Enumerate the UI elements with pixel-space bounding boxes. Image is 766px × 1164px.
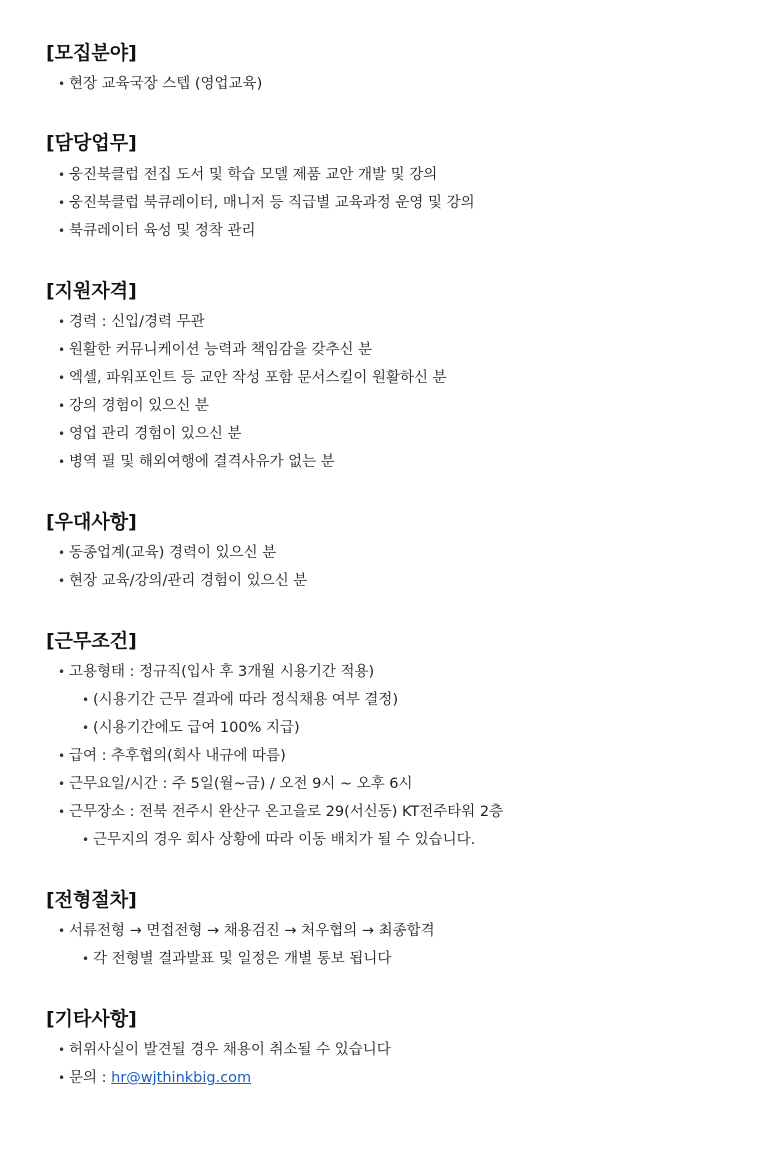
section-heading: [근무조건] xyxy=(46,630,137,652)
list-item: • 강의 경험이 있으신 분 xyxy=(58,398,209,414)
section-heading: [기타사항] xyxy=(46,1008,137,1030)
list-item: • 북큐레이터 육성 및 정착 관리 xyxy=(58,223,256,239)
list-item: • 급여 : 추후협의(회사 내규에 따름) xyxy=(58,748,286,764)
list-item: • 웅진북클럽 전집 도서 및 학습 모델 제품 교안 개발 및 강의 xyxy=(58,167,438,183)
list-item: • 영업 관리 경험이 있으신 분 xyxy=(58,426,242,442)
sub-list-item: • (시용기간에도 급여 100% 지급) xyxy=(82,720,300,736)
section-heading: [우대사항] xyxy=(46,511,137,533)
section-heading: [담당업무] xyxy=(46,132,137,154)
list-item: • 서류전형 → 면접전형 → 채용검진 → 처우협의 → 최종합격 xyxy=(58,923,435,939)
list-item: • 원활한 커뮤니케이션 능력과 책임감을 갖추신 분 xyxy=(58,342,373,358)
list-item: • 허위사실이 발견될 경우 채용이 취소될 수 있습니다 xyxy=(58,1042,391,1058)
list-item: • 현장 교육/강의/관리 경험이 있으신 분 xyxy=(58,573,308,589)
sub-list-item: • 근무지의 경우 회사 상황에 따라 이동 배치가 될 수 있습니다. xyxy=(82,832,476,848)
sub-list-item: • 각 전형별 결과발표 및 일정은 개별 통보 됩니다 xyxy=(82,951,392,967)
list-item: • 문의 : hr@wjthinkbig.com xyxy=(58,1070,252,1086)
section-heading: [지원자격] xyxy=(46,280,137,302)
list-item: • 근무장소 : 전북 전주시 완산구 온고을로 29(서신동) KT전주타워 2층 xyxy=(58,804,504,820)
list-item: • 근무요일/시간 : 주 5일(월~금) / 오전 9시 ~ 오후 6시 xyxy=(58,776,413,792)
list-item: • 엑셀, 파워포인트 등 교안 작성 포함 문서스킬이 원활하신 분 xyxy=(58,370,447,386)
list-item: • 고용형태 : 정규직(입사 후 3개월 시용기간 적용) xyxy=(58,664,375,680)
contact-email-link[interactable]: hr@wjthinkbig.com xyxy=(111,1070,252,1086)
list-item: • 동종업계(교육) 경력이 있으신 분 xyxy=(58,545,277,561)
list-item: • 현장 교육국장 스텝 (영업교육) xyxy=(58,76,263,92)
list-item: • 병역 필 및 해외여행에 결격사유가 없는 분 xyxy=(58,454,335,470)
list-item: • 웅진북클럽 북큐레이터, 매니저 등 직급별 교육과정 운영 및 강의 xyxy=(58,195,475,211)
section-heading: [전형절차] xyxy=(46,889,137,911)
sub-list-item: • (시용기간 근무 결과에 따라 정식채용 여부 결정) xyxy=(82,692,399,708)
list-item: • 경력 : 신입/경력 무관 xyxy=(58,314,205,330)
section-heading: [모집분야] xyxy=(46,42,137,64)
